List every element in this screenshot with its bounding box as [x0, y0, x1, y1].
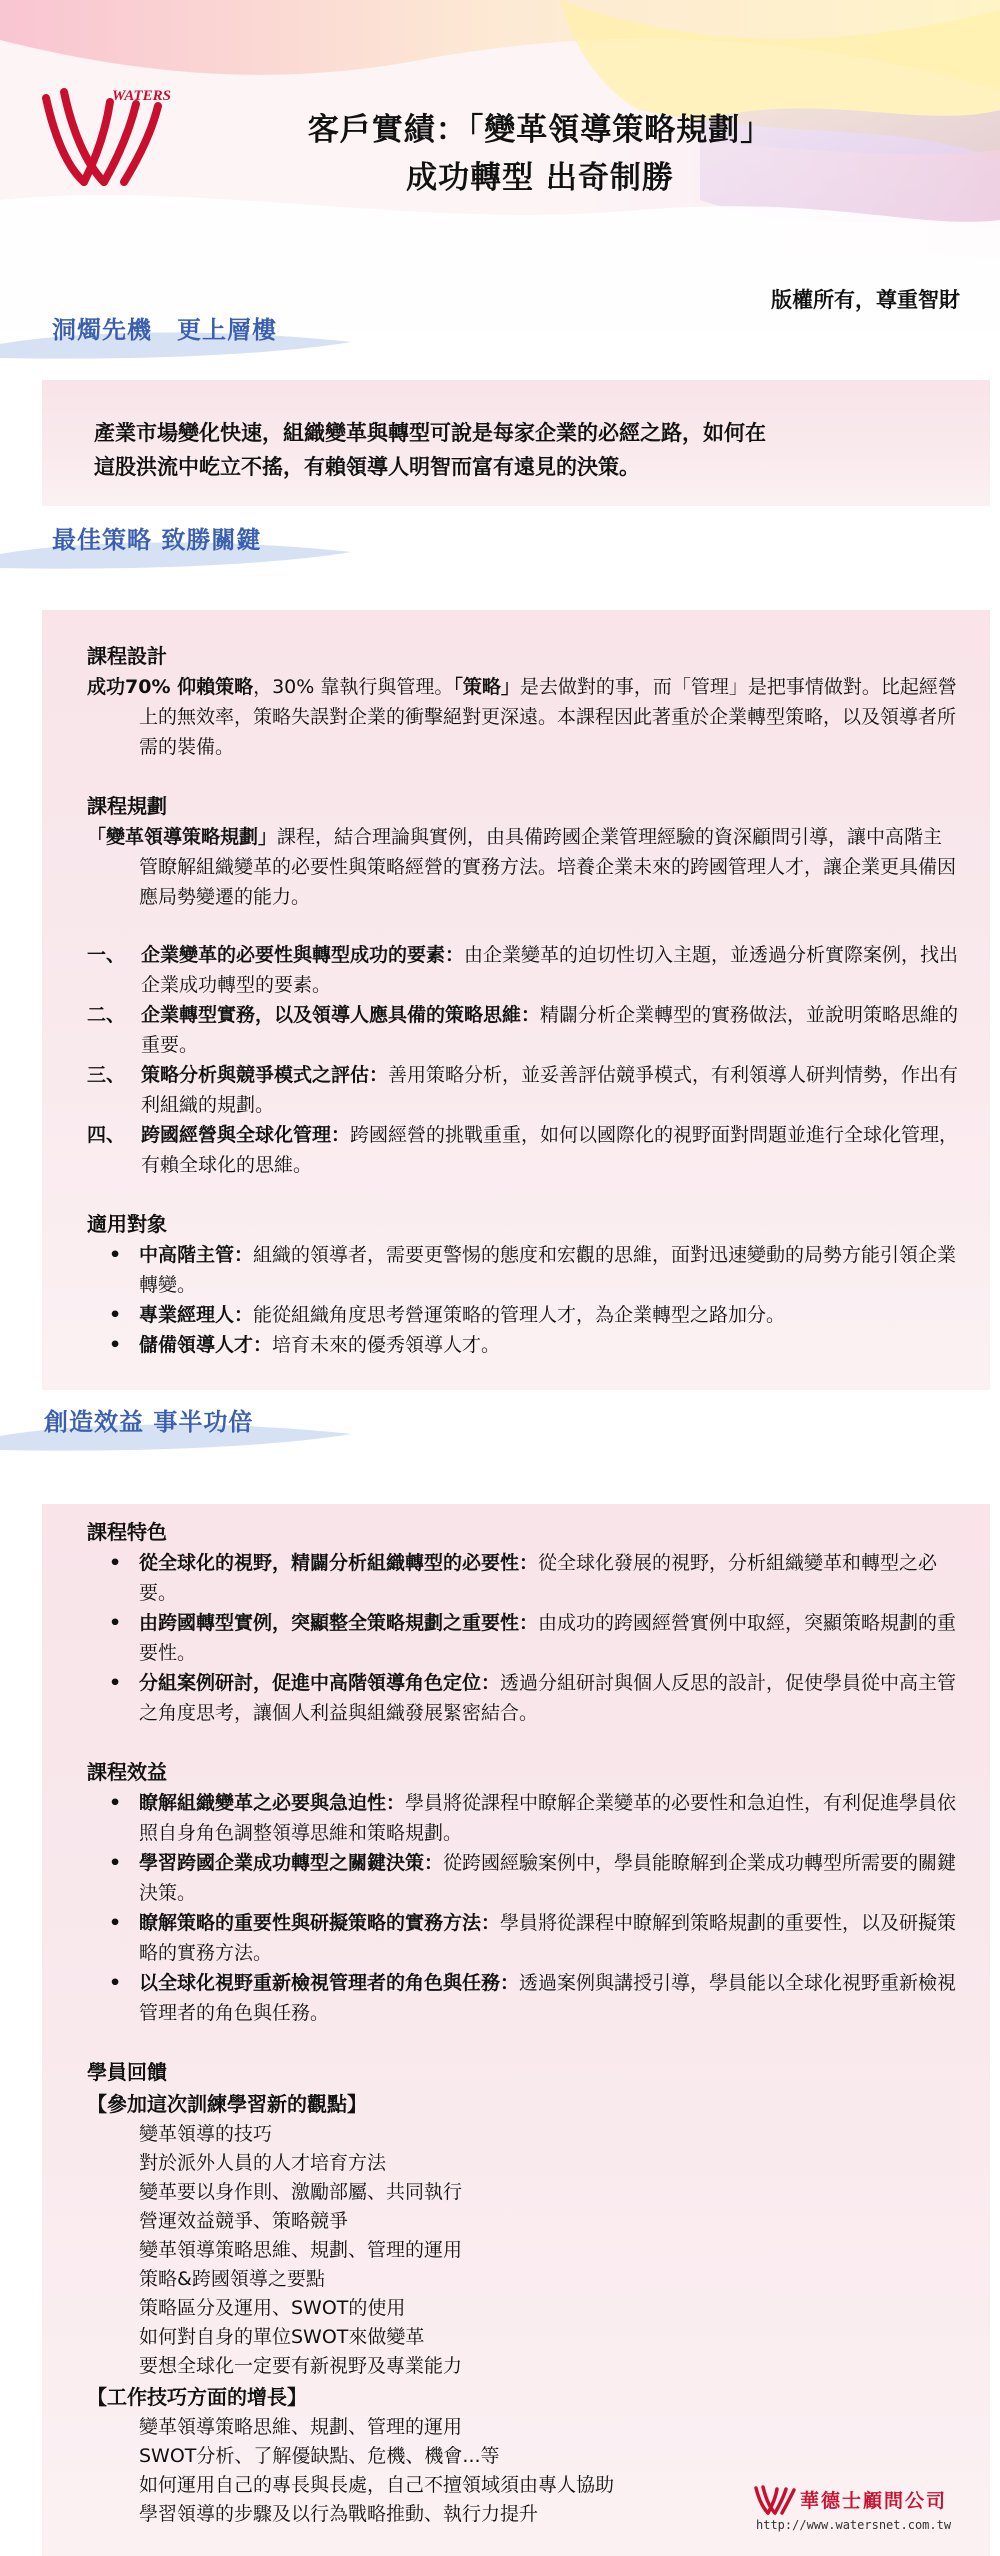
plan-item-text: 跨國經營的挑戰重重，如何以國際化的視野面對問題並進行全球化管理，有賴全球化的思維。	[141, 1124, 959, 1176]
plan-item-num: 四、	[87, 1124, 126, 1146]
plan-text: 課程，結合理論與實例，由具備跨國企業管理經驗的資深顧問引導，讓中高階主管瞭解組織變革的必要性與策略經營的實務方法。培養企業未來的跨國管理人才，讓企業更具備因應局勢變遷的能力。	[139, 826, 957, 908]
strategy-panel	[42, 610, 990, 1390]
course-plan-text	[87, 822, 960, 912]
strategy-content	[87, 640, 960, 1360]
plan-item-bold: 跨國經營與全球化管理：	[141, 1124, 351, 1146]
intro-text	[94, 416, 930, 484]
target-audience-title: 適用對象	[87, 1212, 167, 1236]
feedback-title: 學員回饋	[87, 2060, 167, 2084]
benefit-content	[87, 1516, 960, 2529]
benefit-item-bold: 瞭解組織變革之必要與急迫性：	[139, 1792, 406, 1814]
course-benefits-title: 課程效益	[87, 1760, 167, 1784]
design-text-a: ，30% 靠執行與管理。	[253, 676, 454, 698]
plan-item-num: 一、	[87, 944, 126, 966]
plan-item-bold: 企業轉型實務，以及領導人應具備的策略思維：	[141, 1004, 541, 1026]
benefit-item	[87, 1788, 960, 1848]
benefit-item-text: 學員將從課程中瞭解企業變革的必要性和急迫性，有利促進學員依照自身角色調整領導思維和策略規劃。	[139, 1792, 957, 1844]
plan-bold: 「變革領導策略規劃」	[87, 826, 278, 848]
section-title: 最佳策略 致勝關鍵	[52, 526, 262, 554]
feedback-item: 如何對自身的單位SWOT來做變革	[139, 2326, 425, 2348]
feedback-group-list	[87, 2120, 960, 2381]
target-item	[87, 1300, 960, 1330]
page-title-line1: 客戶實績：「變革領導策略規劃」	[307, 112, 773, 148]
feature-item-text: 從全球化發展的視野，分析組織變革和轉型之必要。	[139, 1552, 938, 1604]
feedback-item: 變革要以身作則、激勵部屬、共同執行	[139, 2181, 463, 2203]
benefit-item-text: 透過案例與講授引導，學員能以全球化視野重新檢視管理者的角色與任務。	[139, 1972, 957, 2024]
target-item-text: 組織的領導者，需要更警惕的態度和宏觀的思維，面對迅速變動的局勢方能引領企業轉變。	[139, 1244, 957, 1296]
target-item	[87, 1330, 960, 1360]
plan-item	[87, 940, 960, 1000]
intro-line2: 這股洪流中屹立不搖，有賴領導人明智而富有遠見的決策。	[94, 455, 640, 479]
bullet-icon: •	[109, 1334, 122, 1356]
company-url[interactable]: http://www.watersnet.com.tw	[756, 2518, 952, 2532]
feedback-item: 變革領導策略思維、規劃、管理的運用	[139, 2239, 463, 2261]
plan-item-text: 由企業變革的迫切性切入主題，並透過分析實際案例，找出企業成功轉型的要素。	[141, 944, 959, 996]
section-heading-strategy	[0, 510, 380, 574]
plan-item	[87, 1000, 960, 1060]
feedback-item: 如何運用自己的專長與長處，自己不擅領域須由專人協助	[139, 2474, 615, 2496]
target-item-bold: 專業經理人：	[139, 1304, 254, 1326]
feedback-item: 變革領導策略思維、規劃、管理的運用	[139, 2416, 463, 2438]
plan-item-text: 善用策略分析，並妥善評估競爭模式，有利領導人研判情勢，作出有利組織的規劃。	[141, 1064, 959, 1116]
feedback-item: 營運效益競爭、策略競爭	[139, 2210, 349, 2232]
benefit-item	[87, 1848, 960, 1908]
plan-item-bold: 策略分析與競爭模式之評估：	[141, 1064, 389, 1086]
bullet-icon: •	[109, 1912, 122, 1934]
plan-item	[87, 1060, 960, 1120]
design-bold-1: 成功70% 仰賴策略	[87, 676, 254, 698]
section-title: 洞燭先機 更上層樓	[52, 316, 277, 344]
feedback-item: 對於派外人員的人才培育方法	[139, 2152, 387, 2174]
course-design-title: 課程設計	[87, 644, 167, 668]
company-name: 華德士顧問公司	[800, 2490, 948, 2512]
feedback-group-title: 【工作技巧方面的增長】	[87, 2385, 307, 2409]
feature-item	[87, 1548, 960, 1608]
benefit-item-bold: 瞭解策略的重要性與研擬策略的實務方法：	[139, 1912, 501, 1934]
bullet-icon: •	[109, 1852, 122, 1874]
benefit-item-bold: 以全球化視野重新檢視管理者的角色與任務：	[139, 1972, 520, 1994]
design-text-b: 是去做對的事，而「管理」是把事情做對。比起經營上的無效率，策略失誤對企業的衝擊絕對更深遠。本課程因此著重於企業轉型策略，以及領導者所需的裝備。	[139, 676, 957, 758]
intro-line1: 產業市場變化快速，組織變革與轉型可說是每家企業的必經之路，如何在	[94, 421, 766, 445]
feedback-item: 策略&跨國領導之要點	[139, 2268, 325, 2290]
feature-item	[87, 1608, 960, 1668]
target-item-bold: 儲備領導人才：	[139, 1334, 273, 1356]
feature-item-bold: 分組案例研討，促進中高階領導角色定位：	[139, 1672, 501, 1694]
bullet-icon: •	[109, 1972, 122, 1994]
bullet-icon: •	[109, 1552, 122, 1574]
footer-company-logo	[752, 2484, 984, 2544]
copyright-notice: 版權所有，尊重智財	[771, 288, 960, 312]
plan-item-num: 三、	[87, 1064, 126, 1086]
feedback-item: 變革領導的技巧	[139, 2123, 273, 2145]
target-item	[87, 1240, 960, 1300]
section-title: 創造效益 事半功倍	[44, 1408, 254, 1436]
section-heading-insight	[0, 300, 380, 364]
feature-item-text: 由成功的跨國經營實例中取經，突顯策略規劃的重要性。	[139, 1612, 957, 1664]
benefit-panel	[42, 1504, 990, 2556]
benefit-item	[87, 1968, 960, 2028]
course-design-text	[87, 672, 960, 762]
feedback-item: 學習領導的步驟及以行為戰略推動、執行力提升	[139, 2503, 539, 2525]
logo-text: WATERS	[112, 88, 171, 104]
waters-mini-logo-icon	[754, 2484, 798, 2516]
feature-item-text: 透過分組研討與個人反思的設計，促使學員從中高主管之角度思考，讓個人利益與組織發展緊密結合。	[139, 1672, 957, 1724]
feedback-item: 要想全球化一定要有新視野及專業能力	[139, 2355, 463, 2377]
feedback-item: SWOT分析、了解優缺點、危機、機會...等	[139, 2445, 500, 2467]
feature-item	[87, 1668, 960, 1728]
target-item-bold: 中高階主管：	[139, 1244, 254, 1266]
benefit-item	[87, 1908, 960, 1968]
plan-item	[87, 1120, 960, 1180]
feature-item-bold: 從全球化的視野，精闢分析組織轉型的必要性：	[139, 1552, 539, 1574]
course-features-title: 課程特色	[87, 1520, 167, 1544]
plan-item-bold: 企業變革的必要性與轉型成功的要素：	[141, 944, 465, 966]
target-item-text: 培育未來的優秀領導人才。	[272, 1334, 501, 1356]
section-heading-benefit	[0, 1392, 380, 1456]
benefit-item-text: 從跨國經驗案例中，學員能瞭解到企業成功轉型所需要的關鍵決策。	[139, 1852, 957, 1904]
bullet-icon: •	[109, 1792, 122, 1814]
benefit-item-text: 學員將從課程中瞭解到策略規劃的重要性，以及研擬策略的實務方法。	[139, 1912, 957, 1964]
feature-item-bold: 由跨國轉型實例，突顯整全策略規劃之重要性：	[139, 1612, 539, 1634]
feedback-group-title: 【參加這次訓練學習新的觀點】	[87, 2092, 367, 2116]
course-plan-title: 課程規劃	[87, 794, 167, 818]
page-title-line2: 成功轉型 出奇制勝	[406, 160, 674, 196]
intro-panel	[42, 380, 990, 506]
bullet-icon: •	[109, 1244, 122, 1266]
benefit-item-bold: 學習跨國企業成功轉型之關鍵決策：	[139, 1852, 444, 1874]
target-item-text: 能從組織角度思考營運策略的管理人才，為企業轉型之路加分。	[253, 1304, 786, 1326]
bullet-icon: •	[109, 1612, 122, 1634]
plan-item-num: 二、	[87, 1004, 126, 1026]
bullet-icon: •	[109, 1672, 122, 1694]
bullet-icon: •	[109, 1304, 122, 1326]
plan-item-text: 精闢分析企業轉型的實務做法，並說明策略思維的重要。	[141, 1004, 959, 1056]
feedback-item: 策略區分及運用、SWOT的使用	[139, 2297, 406, 2319]
design-bold-2: 「策略」	[453, 676, 520, 698]
